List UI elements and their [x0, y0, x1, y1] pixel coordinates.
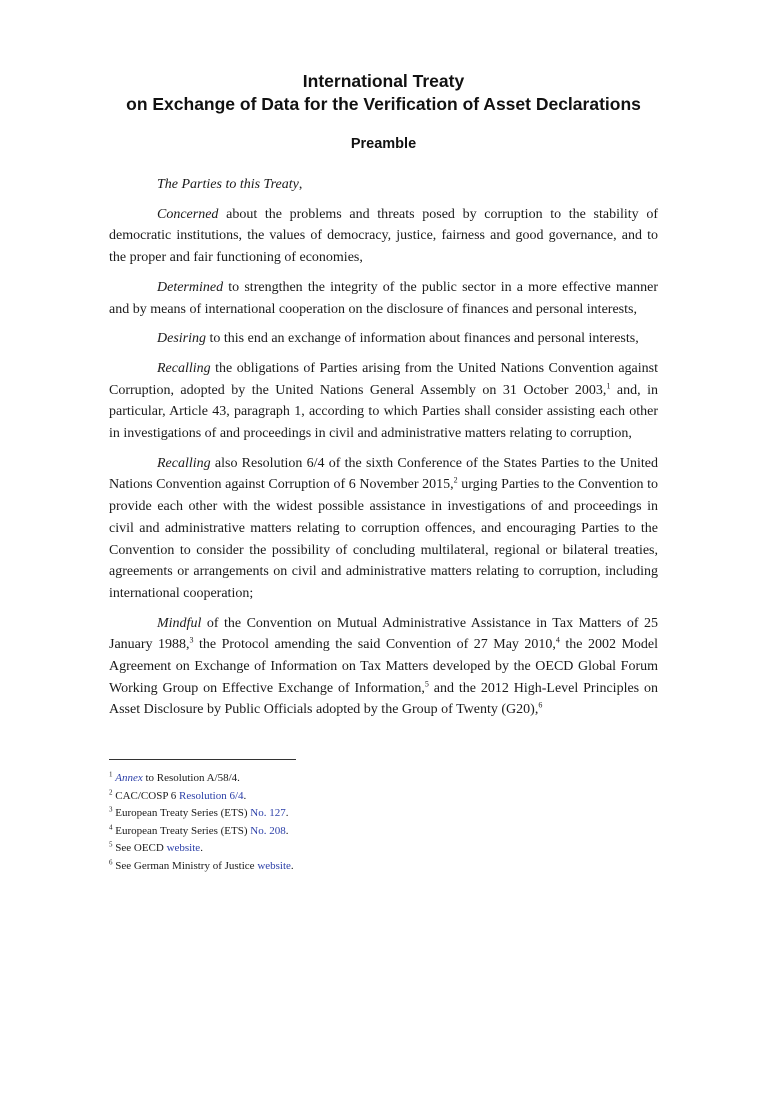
footnote-text: See German Ministry of Justice — [115, 859, 258, 872]
paragraph-text: the obligations of Parties arising from the United Nations Convention against Corruption, adopted by the United Nations General Assembly on 31 October 2003, — [109, 360, 658, 398]
footnote — [109, 840, 658, 858]
footnote-ref[interactable]: 1 — [606, 380, 611, 390]
footnote-text: . — [285, 807, 289, 820]
paragraph — [109, 613, 658, 722]
footnote-link[interactable]: website — [166, 842, 201, 855]
paragraph-text: , — [298, 177, 303, 192]
footnote-number: 6 — [109, 858, 113, 867]
paragraph-lead: Recalling — [157, 360, 211, 376]
footnote-link[interactable]: website — [257, 859, 291, 872]
paragraph — [109, 358, 658, 445]
title-line-2: on Exchange of Data for the Verification of Asset Declarations — [126, 94, 641, 114]
footnote-link[interactable]: No. 127 — [250, 807, 286, 820]
paragraph-text: the 2002 Model Agreement on Exchange of Information on Tax Matters developed by the OECD Global Forum Working Group on Effective Exchange of Information, — [109, 637, 659, 696]
footnote-text: See OECD — [115, 842, 167, 855]
footnote-text: . — [243, 789, 247, 802]
footnote-ref[interactable]: 6 — [538, 700, 543, 710]
footnote-text: European Treaty Series (ETS) — [115, 807, 251, 820]
footnote-ref[interactable]: 4 — [555, 635, 560, 645]
footnote-ref[interactable]: 3 — [189, 635, 194, 645]
paragraph-text: about the problems and threats posed by corruption to the stability of democratic institutions, the values of democracy, justice, fairness and good governance, and to the proper and fair functioning of economies, — [109, 206, 658, 266]
footnote-text: CAC/COSP 6 — [115, 789, 180, 802]
footnote-number: 3 — [109, 805, 113, 814]
footnote-number: 1 — [109, 770, 113, 779]
footnote-text: . — [200, 842, 203, 855]
footnote — [109, 823, 658, 841]
paragraph-text: also Resolution 6/4 of the sixth Conference of the States Parties to the United Nations Convention against Corruption of 6 November 2015, — [109, 455, 658, 493]
footnote-text: . — [285, 824, 289, 837]
paragraph — [109, 328, 658, 350]
footnote — [109, 858, 658, 876]
paragraph-lead: Recalling — [157, 455, 211, 471]
paragraph-lead: Desiring — [157, 331, 206, 347]
paragraph — [109, 204, 658, 269]
document-title — [109, 70, 658, 116]
footnote-text: to Resolution A/58/4. — [142, 772, 240, 785]
footnote-ref[interactable]: 5 — [424, 679, 429, 689]
paragraph — [109, 453, 658, 605]
footnote-number: 5 — [109, 840, 113, 849]
paragraph-lead: Determined — [157, 279, 224, 295]
paragraph-lead: The Parties to this Treaty — [157, 177, 299, 192]
paragraph-text: to strengthen the integrity of the public sector in a more effective manner and by means of international cooperation on the disclosure of finances and personal interests, — [109, 279, 658, 317]
paragraph-text: to this end an exchange of information about finances and personal interests, — [206, 331, 639, 347]
footnote-link[interactable]: Resolution 6/4 — [179, 789, 244, 802]
paragraph-text: of the Convention on Mutual Administrative Assistance in Tax Matters of 25 January 1988, — [109, 615, 658, 653]
footnote — [109, 788, 658, 806]
paragraph-text: the Protocol amending the said Convention of 27 May 2010, — [193, 637, 556, 653]
footnote-ref[interactable]: 2 — [453, 475, 458, 485]
paragraph-lead: Concerned — [157, 206, 219, 222]
document-page — [0, 70, 770, 1094]
footnote-link[interactable]: No. 208 — [250, 824, 286, 837]
footnote — [109, 770, 658, 788]
footnote-divider — [109, 759, 296, 760]
paragraph-lead: Mindful — [157, 615, 202, 631]
paragraph-text: urging Parties to the Convention to provide each other with the widest possible assistance in investigations of and proceedings in civil and administrative matters relating to corruption offences, and encouraging Parties to the Convention to consider the possibility of concluding multilateral, regional or bilateral treaties, agreements or arrangements on civil and administrative matters relating to corruption, including international cooperation; — [109, 477, 658, 601]
preamble-body — [109, 174, 658, 721]
title-line-1: International Treaty — [302, 71, 465, 91]
paragraph-text: and the 2012 High-Level Principles on Asset Disclosure by Public Officials adopted by the Group of Twenty (G20), — [109, 680, 658, 718]
footnotes — [109, 770, 658, 875]
footnote-text: . — [290, 859, 294, 872]
paragraph — [109, 174, 658, 196]
paragraph — [109, 277, 658, 320]
footnote-number: 4 — [109, 823, 113, 832]
preamble-heading: Preamble — [350, 136, 417, 152]
footnote-link[interactable]: Annex — [115, 772, 143, 785]
footnote — [109, 805, 658, 823]
footnote-number: 2 — [109, 788, 113, 797]
footnote-text: European Treaty Series (ETS) — [115, 824, 251, 837]
paragraph-text: and, in particular, Article 43, paragraph 1, according to which Parties shall consider assisting each other in investigations of and proceedings in civil and administrative matters relating to corruption, — [109, 382, 659, 442]
